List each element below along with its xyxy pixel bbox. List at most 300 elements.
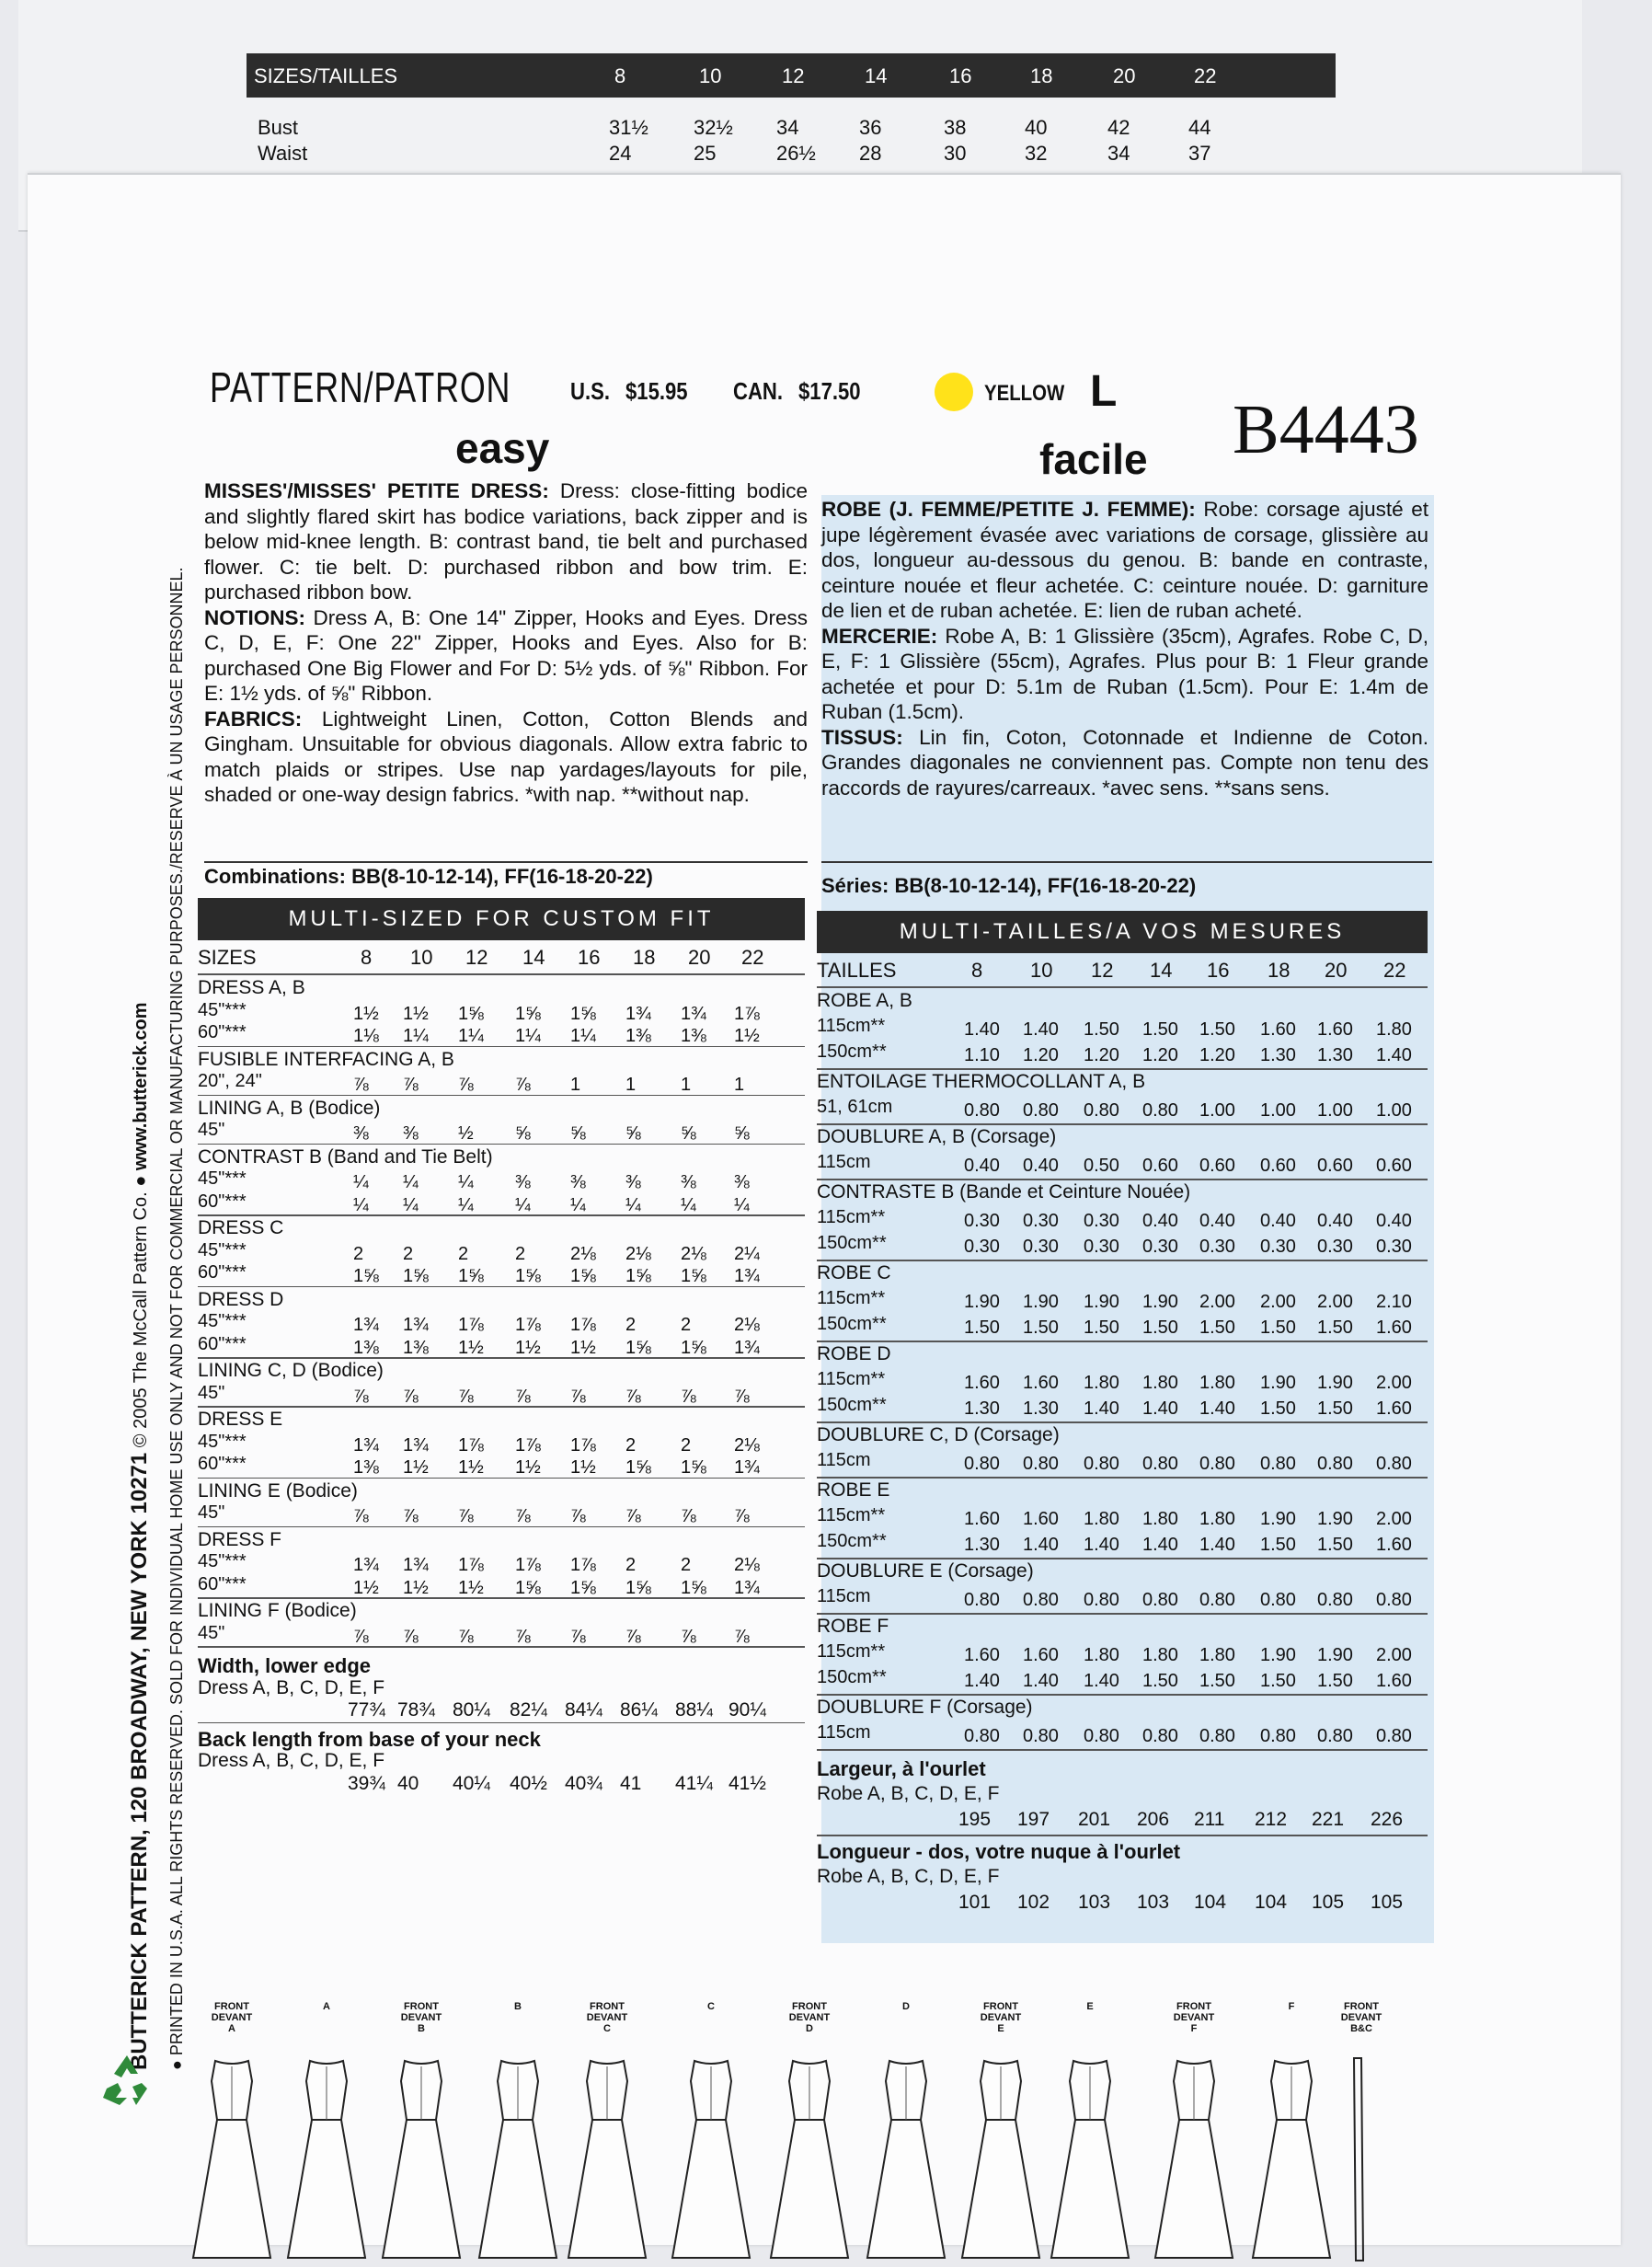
cell-english: 1¾: [403, 1315, 429, 1335]
cell-french: 2.00: [1199, 1292, 1235, 1312]
size-col-english: 14: [522, 946, 545, 969]
notions-title-fr: MERCERIE:: [821, 624, 938, 648]
cell-french: 1.40: [1023, 1019, 1059, 1040]
cell-french: 2.00: [1260, 1292, 1296, 1312]
group-title-french: DOUBLURE F (Corsage): [817, 1697, 1033, 1718]
back-size-table: [0, 0, 1652, 184]
fabrics-title-fr: TISSUS:: [821, 725, 903, 749]
group-title-english: DRESS D: [198, 1288, 284, 1310]
view-label-devant: DEVANT: [1173, 2012, 1215, 2023]
cell-english: 2: [515, 1243, 526, 1264]
cell-english: 2: [625, 1555, 637, 1575]
length-val-english: 41½: [728, 1772, 766, 1794]
cell-english: 1⅜: [353, 1337, 379, 1358]
cell-english: 2⅛: [681, 1243, 706, 1264]
size-col-english: 16: [578, 946, 601, 969]
cell-french: 0.40: [1142, 1211, 1178, 1231]
view-label-letter: B: [418, 2023, 425, 2034]
view-label-letter: F: [1190, 2023, 1198, 2034]
cell-french: 0.60: [1260, 1156, 1296, 1176]
cell-english: 1⅝: [515, 1003, 541, 1024]
can-label: CAN.: [733, 377, 784, 405]
series-fr: Séries: BB(8-10-12-14), FF(16-18-20-22): [821, 874, 1197, 897]
cell-french: 0.80: [1023, 1590, 1059, 1610]
back-size-18: 18: [1030, 64, 1053, 87]
cell-english: 1½: [570, 1337, 596, 1358]
cell-french: 1.60: [1376, 1318, 1412, 1338]
pattern-title: PATTERN/PATRON: [210, 363, 511, 411]
cell-french: 1.90: [964, 1292, 1000, 1312]
back-cell: 28: [859, 142, 882, 165]
cell-french: 0.80: [964, 1726, 1000, 1746]
view-label-devant: DEVANT: [400, 2012, 442, 2023]
cell-english: 1⅞: [570, 1555, 596, 1575]
cell-french: 1.40: [1199, 1535, 1235, 1555]
cell-english: ⅞: [515, 1506, 531, 1526]
cell-french: 1.40: [1142, 1398, 1178, 1419]
cell-english: ⅞: [681, 1506, 696, 1526]
length-val-french: 101: [958, 1892, 992, 1913]
cell-french: 1.10: [964, 1045, 1000, 1065]
cell-french: 0.80: [1142, 1590, 1178, 1610]
length-val-french: 102: [1017, 1892, 1050, 1913]
view-label-letter: A: [323, 2001, 330, 2012]
row-label-french: 115cm: [817, 1722, 871, 1743]
cell-french: 0.80: [1023, 1100, 1059, 1121]
cell-french: 0.80: [1142, 1100, 1178, 1121]
width-val-french: 206: [1137, 1809, 1170, 1830]
cell-french: 0.80: [1317, 1454, 1353, 1474]
cell-french: 0.60: [1199, 1156, 1235, 1176]
cell-english: ⅞: [625, 1626, 641, 1647]
size-col-english: 22: [741, 946, 764, 969]
website-url: www.butterick.com: [131, 1002, 151, 1171]
cell-english: ⅜: [734, 1172, 750, 1192]
cell-french: 1.80: [1084, 1373, 1119, 1393]
cell-english: 1⅝: [625, 1457, 651, 1478]
cell-english: 1⅝: [353, 1266, 379, 1286]
row-label-french: 150cm**: [817, 1314, 887, 1334]
back-cell: 32: [1025, 142, 1048, 165]
view-label-devant: DEVANT: [586, 2012, 628, 2023]
row-label-french: 150cm**: [817, 1041, 887, 1062]
cell-french: 1.60: [964, 1373, 1000, 1393]
cell-english: 1⅞: [515, 1555, 541, 1575]
cell-english: ¼: [353, 1172, 369, 1192]
back-cell: 40: [1025, 116, 1048, 139]
cell-french: 1.50: [1260, 1318, 1296, 1338]
cell-english: 2: [681, 1315, 692, 1335]
cell-french: 1.80: [1199, 1645, 1235, 1665]
cell-english: 1½: [353, 1577, 379, 1598]
cell-english: 2⅛: [570, 1243, 596, 1264]
cell-english: ⅞: [353, 1506, 369, 1526]
row-label-english: 60"***: [198, 1573, 247, 1594]
back-cell: 37: [1188, 142, 1211, 165]
cell-english: 2: [403, 1243, 414, 1264]
group-title-english: DRESS F: [198, 1528, 282, 1550]
cell-french: 0.80: [1142, 1726, 1178, 1746]
cell-english: ⅞: [458, 1075, 474, 1095]
pattern-number: B4443: [1233, 391, 1419, 468]
cell-english: 1½: [458, 1577, 484, 1598]
view-label-devant: DEVANT: [211, 2012, 253, 2023]
back-size-header: SIZES/TAILLES: [254, 64, 398, 87]
width-sub-english: Dress A, B, C, D, E, F: [198, 1676, 385, 1698]
width-val-english: 80¼: [453, 1699, 490, 1720]
cell-english: 1⅜: [353, 1457, 379, 1478]
cell-english: 2: [458, 1243, 469, 1264]
group-title-english: CONTRAST B (Band and Tie Belt): [198, 1145, 493, 1168]
cell-english: ⅞: [625, 1506, 641, 1526]
cell-french: 1.20: [1199, 1045, 1235, 1065]
cell-french: 1.50: [1317, 1318, 1353, 1338]
row-label-french: 150cm**: [817, 1531, 887, 1551]
cell-french: 0.50: [1084, 1156, 1119, 1176]
cell-english: 2: [353, 1243, 364, 1264]
cell-english: ⅞: [681, 1386, 696, 1407]
length-title-english: Back length from base of your neck: [198, 1727, 541, 1751]
cell-english: ⅞: [403, 1626, 419, 1647]
yellow-color-dot: [935, 373, 973, 411]
divider-fr: [821, 861, 1432, 863]
group-title-french: ENTOILAGE THERMOCOLLANT A, B: [817, 1071, 1146, 1092]
cell-english: ⅞: [353, 1386, 369, 1407]
cell-french: 1.50: [1084, 1318, 1119, 1338]
cell-english: ⅞: [403, 1386, 419, 1407]
rights-text: PRINTED IN U.S.A. ALL RIGHTS RESERVED. SOLD FOR INDIVIDUAL HOME USE ONLY AND NOT FOR COMMERCIAL OR MANUFACTURING PURPOSES./RESERVE À UN USAGE PERSONNEL.: [167, 567, 186, 2056]
size-col-french: 10: [1030, 959, 1053, 982]
cell-french: 0.80: [1376, 1590, 1412, 1610]
cell-french: 1.90: [1084, 1292, 1119, 1312]
cell-french: 1.90: [1317, 1645, 1353, 1665]
cell-english: 1⅞: [515, 1315, 541, 1335]
cell-english: 1⅝: [570, 1003, 596, 1024]
cell-french: 0.40: [1317, 1211, 1353, 1231]
cell-french: 0.60: [1317, 1156, 1353, 1176]
cell-french: 2.00: [1376, 1509, 1412, 1529]
cell-english: 1⅝: [625, 1266, 651, 1286]
cell-english: 1¾: [681, 1003, 706, 1024]
back-cell: 32½: [694, 116, 733, 139]
cell-french: 1.20: [1023, 1045, 1059, 1065]
size-col-english: 20: [688, 946, 711, 969]
cell-french: 1.60: [1023, 1373, 1059, 1393]
cell-english: ¼: [353, 1194, 369, 1215]
french-description: [821, 497, 1428, 800]
cell-english: ⅞: [403, 1075, 419, 1095]
cell-french: 0.30: [1260, 1237, 1296, 1257]
cell-french: 1.40: [1084, 1398, 1119, 1419]
size-col-english: 8: [361, 946, 373, 969]
width-title-english: Width, lower edge: [198, 1654, 372, 1677]
width-title-french: Largeur, à l'ourlet: [817, 1757, 986, 1780]
cell-french: 1.90: [1260, 1509, 1296, 1529]
cell-english: 1⅝: [570, 1577, 596, 1598]
notions-text-fr: Robe A, B: 1 Glissière (35cm), Agrafes. Robe C, D, E, F: 1 Glissière (55cm), Agrafes. Plus pour B: 1 Fleur grande achetée et pour D: 5.1m de Ruban (1.5cm). Pour E: 1.4m de Ruban (1.5cm).: [821, 624, 1428, 723]
cell-english: ⅝: [681, 1123, 696, 1144]
cell-english: ⅞: [625, 1386, 641, 1407]
cell-french: 1.00: [1376, 1100, 1412, 1121]
cell-french: 1.60: [1260, 1019, 1296, 1040]
size-col-french: 22: [1383, 959, 1406, 982]
row-label-english: 60"***: [198, 1022, 247, 1042]
cell-french: 0.30: [964, 1237, 1000, 1257]
sizes-label-french: TAILLES: [817, 959, 897, 982]
easy-label: easy: [455, 424, 550, 472]
cell-english: ⅜: [681, 1172, 696, 1192]
cell-english: ⅞: [570, 1386, 586, 1407]
size-col-french: 16: [1207, 959, 1230, 982]
view-label-front: FRONT: [214, 2001, 249, 2012]
copyright-text: © 2005 The McCall Pattern Co.: [131, 1191, 151, 1448]
fabrics-text-fr: Lin fin, Coton, Cotonnade et Indienne de Coton. Grandes diagonales ne conviennent pas. Compte non tenu des raccords de rayures/carreaux. *avec sens. **sans sens.: [821, 725, 1428, 800]
length-title-french: Longueur - dos, votre nuque à l'ourlet: [817, 1840, 1181, 1863]
english-description: [204, 478, 808, 808]
cell-french: 1.60: [1023, 1509, 1059, 1529]
cell-english: 1½: [458, 1457, 484, 1478]
back-cell: 25: [694, 142, 717, 165]
cell-french: 0.80: [1317, 1726, 1353, 1746]
cell-english: 2: [681, 1555, 692, 1575]
cell-french: 1.30: [964, 1398, 1000, 1419]
cell-french: 0.80: [1376, 1454, 1412, 1474]
cell-english: ⅞: [353, 1075, 369, 1095]
group-title-french: DOUBLURE E (Corsage): [817, 1560, 1034, 1582]
row-label-french: 115cm: [817, 1152, 871, 1172]
view-label-devant: DEVANT: [980, 2012, 1022, 2023]
view-label-letter: B&C: [1350, 2023, 1372, 2034]
cell-french: 1.50: [1317, 1398, 1353, 1419]
fabrics-title-en: FABRICS:: [204, 707, 303, 731]
cell-english: 1¾: [734, 1337, 760, 1358]
row-label-french: 150cm**: [817, 1667, 887, 1687]
cell-english: 2⅛: [625, 1243, 651, 1264]
row-label-french: 150cm**: [817, 1233, 887, 1253]
cell-french: 1.80: [1142, 1373, 1178, 1393]
cell-french: 1.30: [964, 1535, 1000, 1555]
row-label-english: 45": [198, 1622, 225, 1643]
cell-french: 1.40: [964, 1019, 1000, 1040]
width-val-french: 201: [1078, 1809, 1111, 1830]
row-label-french: 51, 61cm: [817, 1097, 893, 1117]
cell-french: 1.50: [1260, 1535, 1296, 1555]
cell-english: ⅜: [515, 1172, 531, 1192]
row-label-english: 45": [198, 1382, 225, 1403]
length-val-french: 103: [1078, 1892, 1111, 1913]
cell-english: 1⅝: [515, 1266, 541, 1286]
length-val-french: 105: [1371, 1892, 1404, 1913]
row-label-english: 45"***: [198, 1168, 247, 1189]
cell-english: 1¾: [734, 1457, 760, 1478]
length-sub-french: Robe A, B, C, D, E, F: [817, 1866, 1000, 1887]
cell-french: 0.30: [1376, 1237, 1412, 1257]
cell-english: ½: [458, 1123, 474, 1144]
row-label-french: 115cm**: [817, 1016, 886, 1036]
notions-title-en: NOTIONS:: [204, 605, 305, 629]
size-col-french: 8: [971, 959, 983, 982]
cell-english: ⅞: [734, 1506, 750, 1526]
color-label: YELLOW: [984, 381, 1065, 406]
row-label-french: 115cm**: [817, 1505, 886, 1525]
cell-english: 1¾: [734, 1266, 760, 1286]
combinations-en: Combinations: BB(8-10-12-14), FF(16-18-20-22): [204, 865, 653, 888]
cell-english: 1¾: [403, 1555, 429, 1575]
size-col-french: 14: [1150, 959, 1173, 982]
view-label-front: FRONT: [1344, 2001, 1379, 2012]
back-size-22: 22: [1194, 64, 1217, 87]
back-size-14: 14: [865, 64, 888, 87]
cell-english: ⅞: [458, 1506, 474, 1526]
width-val-french: 211: [1194, 1809, 1225, 1830]
length-val-english: 40¾: [565, 1772, 602, 1794]
cell-english: 1½: [515, 1337, 541, 1358]
group-title-french: ROBE C: [817, 1262, 891, 1283]
group-title-french: ROBE D: [817, 1343, 891, 1364]
cell-english: 1⅞: [458, 1315, 484, 1335]
cell-english: ¼: [681, 1194, 696, 1215]
row-label-english: 60"***: [198, 1333, 247, 1354]
desc-title-en: MISSES'/MISSES' PETITE DRESS:: [204, 479, 549, 502]
cell-french: 1.40: [1142, 1535, 1178, 1555]
cell-english: 1⅝: [515, 1577, 541, 1598]
cell-english: 1⅜: [625, 1026, 651, 1046]
cell-english: 2⅛: [734, 1434, 760, 1456]
view-label-devant: DEVANT: [1340, 2012, 1382, 2023]
width-val-french: 221: [1312, 1809, 1345, 1830]
cell-english: 2: [625, 1434, 637, 1456]
view-label-letter: D: [806, 2023, 813, 2034]
cell-french: 0.30: [1084, 1237, 1119, 1257]
desc-text-en: Dress: close-fitting bodice and slightly flared skirt has bodice variations, back zipper and is below mid-knee length. B: contrast band, tie belt and purchased flower. C: tie belt. D: purchased ribbon and bow trim. E: purchased ribbon bow.: [204, 479, 808, 604]
group-title-english: FUSIBLE INTERFACING A, B: [198, 1048, 454, 1070]
length-val-english: 40¼: [453, 1772, 490, 1794]
length-val-french: 105: [1312, 1892, 1345, 1913]
cell-english: ¼: [625, 1194, 641, 1215]
group-title-english: DRESS C: [198, 1217, 284, 1238]
cell-english: 1⅝: [458, 1003, 484, 1024]
cell-english: ⅞: [515, 1626, 531, 1647]
group-title-french: DOUBLURE C, D (Corsage): [817, 1424, 1060, 1445]
cell-french: 0.80: [1084, 1100, 1119, 1121]
width-val-english: 90¼: [728, 1699, 766, 1720]
cell-english: 1½: [458, 1337, 484, 1358]
cell-french: 1.50: [1142, 1318, 1178, 1338]
cell-french: 0.30: [964, 1211, 1000, 1231]
cell-english: 1¾: [353, 1315, 379, 1335]
cell-french: 1.60: [1376, 1671, 1412, 1691]
cell-english: 1¼: [570, 1026, 596, 1046]
size-col-english: 12: [465, 946, 488, 969]
cell-french: 1.50: [964, 1318, 1000, 1338]
cell-english: 1½: [403, 1577, 429, 1598]
width-val-english: 77¾: [348, 1699, 385, 1720]
row-label-english: 20", 24": [198, 1071, 262, 1091]
cell-english: ⅜: [570, 1172, 586, 1192]
row-label-english: 60"***: [198, 1191, 247, 1212]
view-label-front: FRONT: [404, 2001, 439, 2012]
cell-french: 1.80: [1142, 1509, 1178, 1529]
group-title-english: DRESS E: [198, 1409, 283, 1430]
width-val-french: 195: [958, 1809, 992, 1830]
cell-english: 1½: [353, 1003, 379, 1024]
cell-french: 2.00: [1376, 1373, 1412, 1393]
cell-french: 1.50: [1199, 1019, 1235, 1040]
cell-english: 1¼: [458, 1026, 484, 1046]
cell-french: 1.50: [1084, 1019, 1119, 1040]
desc-title-fr: ROBE (J. FEMME/PETITE J. FEMME):: [821, 498, 1196, 521]
cell-english: 1⅞: [458, 1434, 484, 1456]
size-letter: L: [1090, 367, 1118, 416]
width-val-french: 226: [1371, 1809, 1404, 1830]
cell-english: ¼: [403, 1194, 419, 1215]
cell-english: ⅝: [515, 1123, 531, 1144]
cell-french: 1.50: [1317, 1535, 1353, 1555]
view-label-front: FRONT: [983, 2001, 1018, 2012]
cell-english: 1⅝: [570, 1266, 596, 1286]
cell-english: ⅞: [458, 1626, 474, 1647]
cell-french: 0.80: [1023, 1454, 1059, 1474]
cell-french: 0.80: [1260, 1454, 1296, 1474]
cell-french: 1.80: [1199, 1509, 1235, 1529]
row-label-french: 150cm**: [817, 1395, 887, 1415]
cell-french: 1.60: [1376, 1398, 1412, 1419]
cell-english: 2¼: [734, 1243, 760, 1264]
size-col-english: 10: [410, 946, 433, 969]
cell-english: 1¾: [353, 1555, 379, 1575]
view-label-letter: C: [603, 2023, 611, 2034]
size-col-french: 18: [1268, 959, 1291, 982]
cell-english: ⅞: [353, 1626, 369, 1647]
desc-text-fr: Robe: corsage ajusté et jupe légèrement évasée avec variations de corsage, glissière au dos, longueur au-dessous du genou. B: bande en contraste, ceinture nouée et fleur achetée. C: ceinture nouée. D: garniture de lien et de ruban achetée. E: lien de ruban acheté.: [821, 498, 1428, 622]
cell-french: 1.40: [1023, 1535, 1059, 1555]
row-label-french: 115cm**: [817, 1641, 886, 1662]
cell-french: 1.90: [1260, 1373, 1296, 1393]
length-val-english: 41: [620, 1772, 642, 1794]
us-label: U.S.: [570, 377, 610, 405]
back-size-16: 16: [949, 64, 972, 87]
back-size-20: 20: [1113, 64, 1136, 87]
cell-french: 0.30: [1023, 1211, 1059, 1231]
length-val-french: 104: [1194, 1892, 1227, 1913]
width-val-english: 78¾: [397, 1699, 435, 1720]
cell-french: 1.40: [964, 1671, 1000, 1691]
can-price: $17.50: [798, 377, 861, 405]
cell-english: 1½: [570, 1457, 596, 1478]
cell-french: 0.30: [1023, 1237, 1059, 1257]
width-val-english: 84¼: [565, 1699, 602, 1720]
recycle-icon: [99, 2052, 155, 2107]
cell-english: 2: [625, 1315, 637, 1335]
cell-english: 1¾: [625, 1003, 651, 1024]
cell-french: 2.10: [1376, 1292, 1412, 1312]
cell-french: 0.30: [1142, 1237, 1178, 1257]
width-val-english: 82¼: [510, 1699, 547, 1720]
cell-english: 1⅝: [681, 1337, 706, 1358]
width-val-french: 212: [1255, 1809, 1288, 1830]
cell-english: 1⅝: [403, 1266, 429, 1286]
back-cell: 34: [1107, 142, 1130, 165]
cell-english: 1½: [403, 1003, 429, 1024]
cell-french: 0.30: [1084, 1211, 1119, 1231]
cell-english: ¼: [734, 1194, 750, 1215]
group-title-french: ROBE A, B: [817, 990, 912, 1011]
cell-english: 1⅞: [458, 1555, 484, 1575]
cell-french: 1.40: [1084, 1535, 1119, 1555]
sizes-label-english: SIZES: [198, 946, 257, 969]
cell-french: 1.00: [1260, 1100, 1296, 1121]
view-label-letter: B: [514, 2001, 522, 2012]
